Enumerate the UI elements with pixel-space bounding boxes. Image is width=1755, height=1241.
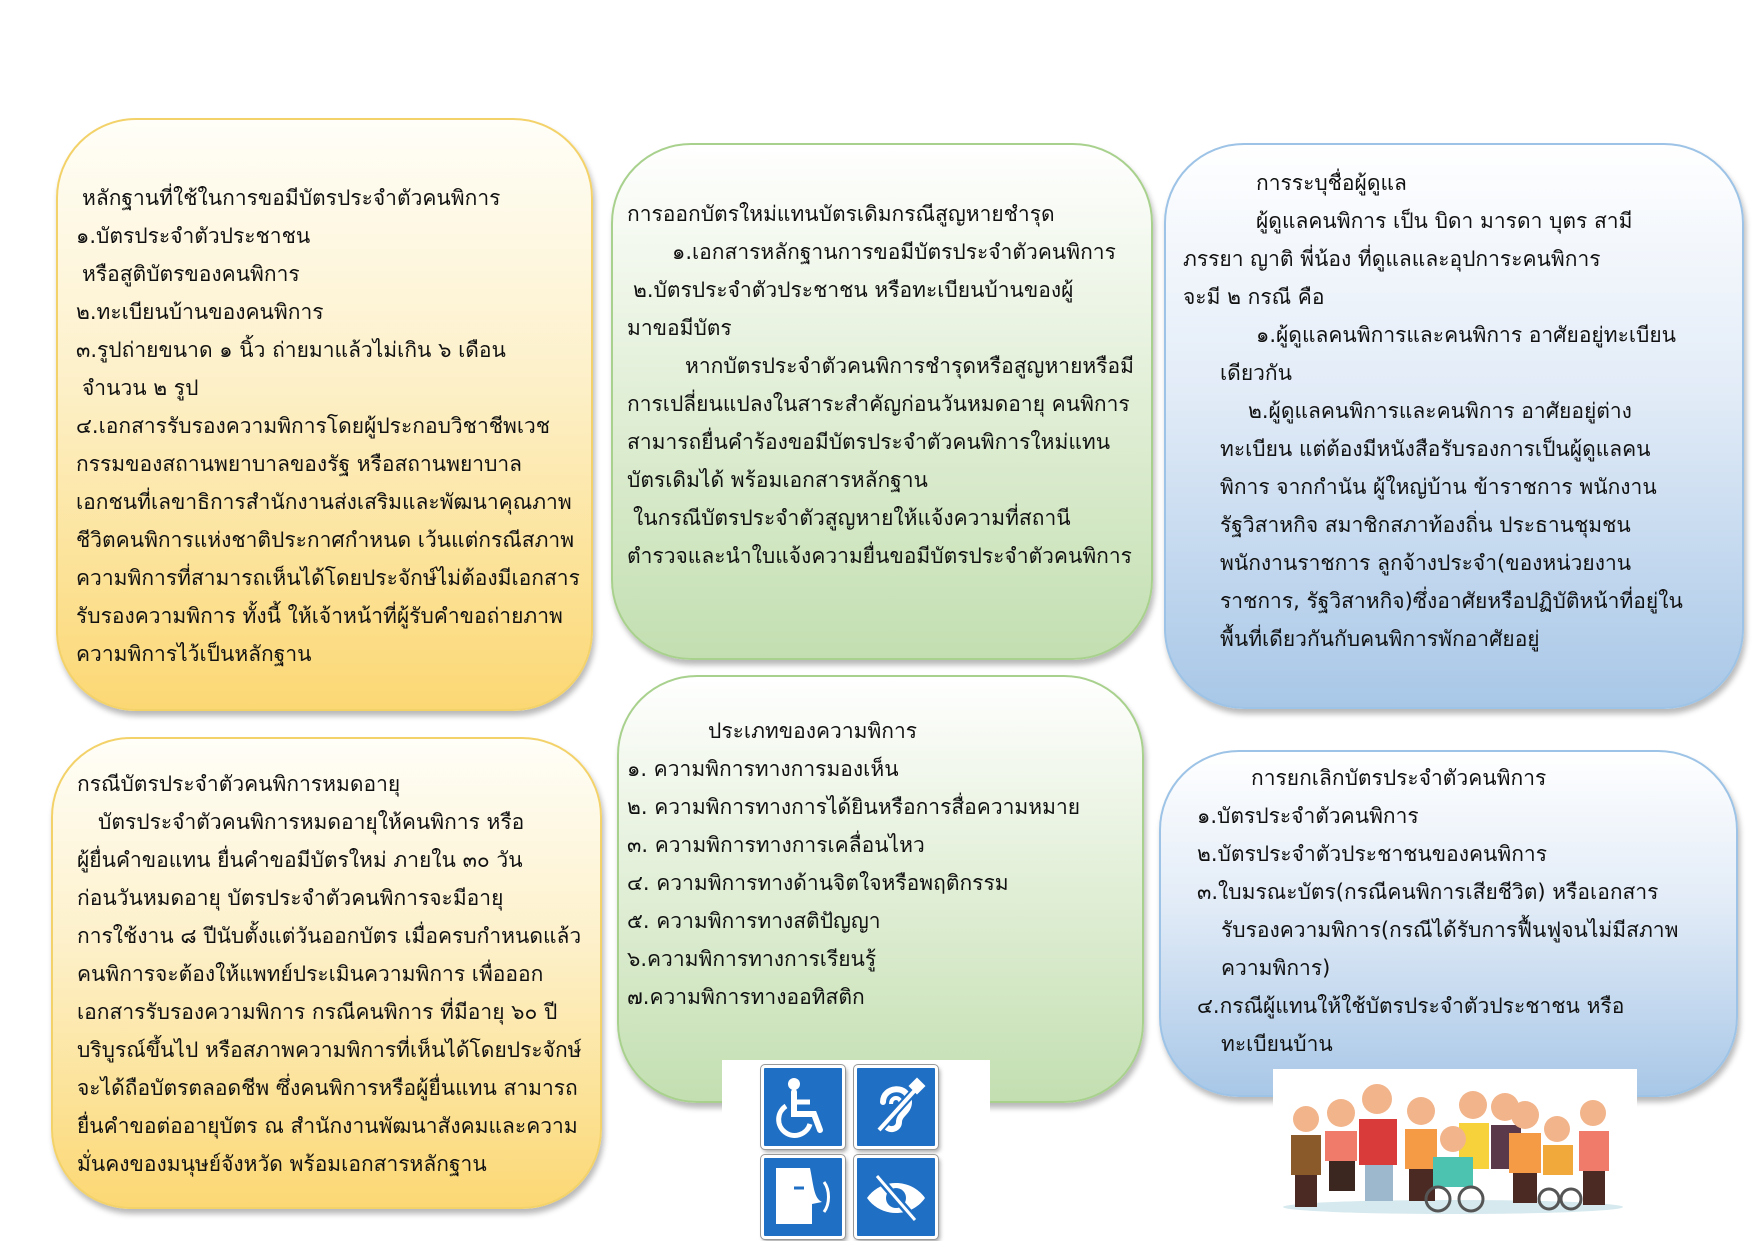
cancel-title: การยกเลิกบัตรประจำตัวคนพิการ xyxy=(1251,766,1547,790)
replacement-title: การออกบัตรใหม่แทนบัตรเดิมกรณีสูญหายชำรุด xyxy=(627,202,1055,226)
cancel-line: ๒.บัตรประจำตัวประชาชนของคนพิการ xyxy=(1197,842,1547,866)
caregiver-line: ภรรยา ญาติ พี่น้อง ที่ดูแลและอุปการะคนพิการ xyxy=(1183,247,1601,271)
types-title: ประเภทของความพิการ xyxy=(708,719,918,743)
evidence-line: กรรมของสถานพยาบาลของรัฐ หรือสถานพยาบาล xyxy=(76,452,523,476)
disability-signs xyxy=(722,1060,990,1241)
types-box xyxy=(617,675,1144,1103)
evidence-line: ๓.รูปถ่ายขนาด ๑ นิ้ว ถ่ายมาแล้วไม่เกิน ๖ เดือน xyxy=(76,338,506,362)
replacement-line: ๒.บัตรประจำตัวประชาชน หรือทะเบียนบ้านของผู้ xyxy=(633,278,1074,302)
evidence-line: เอกชนที่เลขาธิการสำนักงานส่งเสริมและพัฒนาคุณภาพ xyxy=(76,490,572,514)
cancel-line: ๔.กรณีผู้แทนให้ใช้บัตรประจำตัวประชาชน หรือ xyxy=(1197,994,1625,1018)
evidence-line: ๒.ทะเบียนบ้านของคนพิการ xyxy=(76,300,324,324)
caregiver-line: ผู้ดูแลคนพิการ เป็น บิดา มารดา บุตร สามี xyxy=(1256,209,1633,233)
evidence-line: ความพิการไว้เป็นหลักฐาน xyxy=(76,642,312,666)
evidence-line: ความพิการที่สามารถเห็นได้โดยประจักษ์ไม่ต้องมีเอกสาร xyxy=(76,566,580,590)
person-figure xyxy=(1291,1084,1609,1211)
expired-line: คนพิการจะต้องให้แพทย์ประเมินความพิการ เพื่อออก xyxy=(77,962,544,986)
replacement-line: ในกรณีบัตรประจำตัวสูญหายให้แจ้งความที่สถานี xyxy=(633,506,1071,530)
types-line: ๓. ความพิการทางการเคลื่อนไหว xyxy=(627,833,925,857)
expired-line: บริบูรณ์ขึ้นไป หรือสภาพความพิการที่เห็นได้โดยประจักษ์ xyxy=(77,1038,582,1062)
expired-line: เอกสารรับรองความพิการ กรณีคนพิการ ที่มีอายุ ๖๐ ปี xyxy=(77,1000,558,1024)
types-line: ๑. ความพิการทางการมองเห็น xyxy=(627,757,899,781)
expired-line: จะได้ถือบัตรตลอดชีพ ซึ่งคนพิการหรือผู้ยื่นแทน สามารถ xyxy=(77,1076,578,1100)
caregiver-line: เดียวกัน xyxy=(1220,361,1292,385)
caregiver-line: พื้นที่เดียวกันกับคนพิการพักอาศัยอยู่ xyxy=(1220,627,1540,651)
caregiver-line: รัฐวิสาหกิจ สมาชิกสภาท้องถิ่น ประธานชุมชน xyxy=(1220,513,1631,537)
expired-line: มั่นคงของมนุษย์จังหวัด พร้อมเอกสารหลักฐาน xyxy=(77,1152,487,1176)
expired-title: กรณีบัตรประจำตัวคนพิการหมดอายุ xyxy=(77,772,401,796)
blind-eye-icon xyxy=(854,1155,938,1239)
replacement-line: บัตรเดิมได้ พร้อมเอกสารหลักฐาน xyxy=(627,468,928,492)
caregiver-box xyxy=(1164,143,1744,709)
evidence-line: จำนวน ๒ รูป xyxy=(82,376,199,400)
replacement-line: การเปลี่ยนแปลงในสาระสำคัญก่อนวันหมดอายุ คนพิการ xyxy=(627,392,1130,416)
types-line: ๔. ความพิการทางด้านจิตใจหรือพฤติกรรม xyxy=(627,871,1009,895)
caregiver-line: พิการ จากกำนัน ผู้ใหญ่บ้าน ข้าราชการ พนักงาน xyxy=(1220,475,1657,499)
expired-line: ผู้ยื่นคำขอแทน ยื่นคำขอมีบัตรใหม่ ภายใน ๓๐ วัน xyxy=(77,848,523,872)
replacement-line: ๑.เอกสารหลักฐานการขอมีบัตรประจำตัวคนพิการ xyxy=(672,240,1116,264)
expired-line: บัตรประจำตัวคนพิการหมดอายุให้คนพิการ หรือ xyxy=(98,810,525,834)
cancel-box xyxy=(1159,750,1738,1097)
caregiver-line: พนักงานราชการ ลูกจ้างประจำ(ของหน่วยงาน xyxy=(1220,551,1632,575)
replacement-box xyxy=(611,143,1153,660)
deaf-ear-icon xyxy=(854,1065,938,1149)
evidence-line: หรือสูติบัตรของคนพิการ xyxy=(82,262,300,286)
people-with-disabilities-illustration xyxy=(1273,1069,1637,1226)
evidence-line: ๔.เอกสารรับรองความพิการโดยผู้ประกอบวิชาชีพเวช xyxy=(76,414,551,438)
types-line: ๒. ความพิการทางการได้ยินหรือการสื่อความหมาย xyxy=(627,795,1081,819)
evidence-line: ชีวิตคนพิการแห่งชาติประกาศกำหนด เว้นแต่กรณีสภาพ xyxy=(76,528,575,552)
cancel-line: ทะเบียนบ้าน xyxy=(1221,1032,1333,1056)
cancel-line: ๑.บัตรประจำตัวคนพิการ xyxy=(1197,804,1419,828)
evidence-line: ๑.บัตรประจำตัวประชาชน xyxy=(76,224,311,248)
replacement-line: มาขอมีบัตร xyxy=(627,316,732,340)
caregiver-line: ๒.ผู้ดูแลคนพิการและคนพิการ อาศัยอยู่ต่าง xyxy=(1248,399,1632,423)
caregiver-line: จะมี ๒ กรณี คือ xyxy=(1183,285,1325,309)
types-line: ๖.ความพิการทางการเรียนรู้ xyxy=(627,947,877,971)
replacement-line: ตำรวจและนำใบแจ้งความยื่นขอมีบัตรประจำตัวคนพิการ xyxy=(627,544,1132,568)
caregiver-line: ๑.ผู้ดูแลคนพิการและคนพิการ อาศัยอยู่ทะเบียน xyxy=(1256,323,1677,347)
caregiver-line: ทะเบียน แต่ต้องมีหนังสือรับรองการเป็นผู้ดูแลคน xyxy=(1220,437,1651,461)
evidence-box xyxy=(56,118,593,711)
replacement-line: สามารถยื่นคำร้องขอมีบัตรประจำตัวคนพิการใหม่แทน xyxy=(627,430,1111,454)
evidence-line: รับรองความพิการ ทั้งนี้ ให้เจ้าหน้าที่ผู้รับคำขอถ่ายภาพ xyxy=(76,604,563,628)
caregiver-line: ราชการ, รัฐวิสาหกิจ)ซึ่งอาศัยหรือปฏิบัติหน้าที่อยู่ใน xyxy=(1220,589,1683,613)
speech-face-icon xyxy=(761,1155,845,1239)
expired-box xyxy=(51,737,602,1209)
cancel-line: รับรองความพิการ(กรณีได้รับการฟื้นฟูจนไม่มีสภาพ xyxy=(1221,918,1679,942)
types-line: ๗.ความพิการทางออทิสติก xyxy=(627,985,865,1009)
cancel-line: ๓.ใบมรณะบัตร(กรณีคนพิการเสียชีวิต) หรือเอกสาร xyxy=(1197,880,1659,904)
replacement-line: หากบัตรประจำตัวคนพิการชำรุดหรือสูญหายหรือมี xyxy=(685,354,1134,378)
caregiver-title: การระบุชื่อผู้ดูแล xyxy=(1256,171,1407,195)
expired-line: ยื่นคำขอต่ออายุบัตร ณ สำนักงานพัฒนาสังคมและความ xyxy=(77,1114,578,1138)
expired-line: การใช้งาน ๘ ปีนับตั้งแต่วันออกบัตร เมื่อครบกำหนดแล้ว xyxy=(77,924,582,948)
cancel-line: ความพิการ) xyxy=(1221,956,1331,980)
types-line: ๕. ความพิการทางสติปัญญา xyxy=(627,909,881,933)
wheelchair-icon xyxy=(761,1065,845,1149)
expired-line: ก่อนวันหมดอายุ บัตรประจำตัวคนพิการจะมีอายุ xyxy=(77,886,504,910)
evidence-title: หลักฐานที่ใช้ในการขอมีบัตรประจำตัวคนพิการ xyxy=(82,186,501,210)
